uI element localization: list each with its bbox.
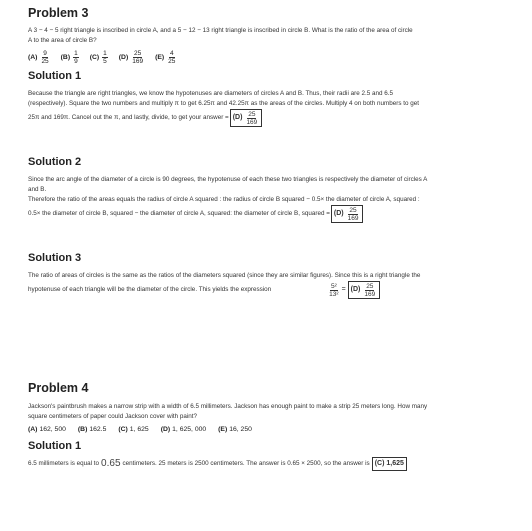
problem-3-statement-line2: A to the area of circle B? [28,37,97,44]
problem-4-line1: Jackson's paintbrush makes a narrow strip with a width of 6.5 millimeters. Jackson has enough paint to make a strip 25 meters long. How many [28,403,428,411]
choice-e: (E) $\frac{4}{25}$ [155,50,176,65]
solution-3-expression: $\frac{\text{5²}}{\text{13²}}$ [329,282,339,298]
problem-4-solution-1-title: Solution 1 [28,440,82,453]
problem-4-choices [28,423,522,437]
choice-b: (B) $\frac{1}{9}$ [60,50,78,65]
choice-d: (D) 1, 625, 000 [160,426,207,434]
solution-2-line3: Therefore the ratio of the areas equals the radius of circle A squared : the radius of circle B squared − 0.5× the diameter of circle A, squared : [28,196,420,204]
solution-2-line2: and B. [28,186,47,194]
problem-4-line2: square centimeters of paper could Jackson cover with paint? [28,413,198,421]
solution-2-title: Solution 2 [28,156,82,169]
choice-a: (A) $\frac{9}{25}$ [28,50,49,65]
choice-a: (A) 162, 500 [28,426,66,434]
choice-c: (C) 1, 625 [118,426,149,434]
solution-2-line4: 0.5× the diameter of circle B, squared − the diameter of circle A, squared: the diameter of circle B, squared = (D) $\frac{25}{169}$ [28,205,522,223]
solution-3-title: Solution 3 [28,252,82,265]
choice-d: (D) $\frac{25}{169}$ [118,50,144,65]
problem-3-choices [28,50,522,65]
problem-3-title: Problem 3 [28,6,89,20]
choice-c: (C) $\frac{1}{5}$ [89,50,107,65]
solution-3-line2: hypotenuse of each triangle will be the diameter of the circle. This yields the expression $\frac{\text{5²}}{\text{13²}}$ = (D) $\frac{25}{169}$ [28,281,522,299]
problem-3-statement-line1: A 3 − 4 − 5 right triangle is inscribed in circle A, and a 5 − 12 − 13 right triangle is inscribed in circle B. What is the ratio of the area of circle [28,27,413,34]
problem-4-title: Problem 4 [28,381,89,396]
solution-1-line3: 25π and 169π. Cancel out the π, and lastly, divide, to get your answer = (D) $\frac{25}{169}$ [28,109,522,127]
choice-b: (B) 162.5 [77,426,107,434]
solution-1-answer-box: (D) $\frac{25}{169}$ [230,109,263,127]
problem-4-answer-box: (C) 1,625 [372,457,407,471]
solution-3-answer-box: (D) $\frac{25}{169}$ [348,281,381,299]
highlight-value: 0.65 [101,458,121,470]
solution-2-line1: Since the arc angle of the diameter of a circle is 90 degrees, the hypotenuse of each these two triangles is respectively the diameter of circles A [28,176,428,184]
solution-3-line1: The ratio of areas of circles is the same as the ratios of the diameters squared (since they are similar figures). Since this is a right triangle the [28,272,421,280]
problem-4-solution-1-line1: 6.5 millimeters is equal to 0.65 centimeters. 25 meters is 2500 centimeters. The answer is 0.65 × 2500, so the answer is (C) 1,625 [28,457,522,471]
choice-e: (E) 16, 250 [218,426,252,434]
solution-1-line2: (respectively). Square the two numbers and multiply π to get 6.25π and 42.25π as the areas of the circles. Multiply 4 on both numbers to get [28,100,420,108]
solution-2-answer-box: (D) $\frac{25}{169}$ [331,205,364,223]
solution-1-line1: Because the triangle are right triangles, we know the hypotenuses are diameters of circles A and B. Thus, their radii are 2.5 and 6.5 [28,90,393,98]
solution-1-title: Solution 1 [28,70,82,83]
